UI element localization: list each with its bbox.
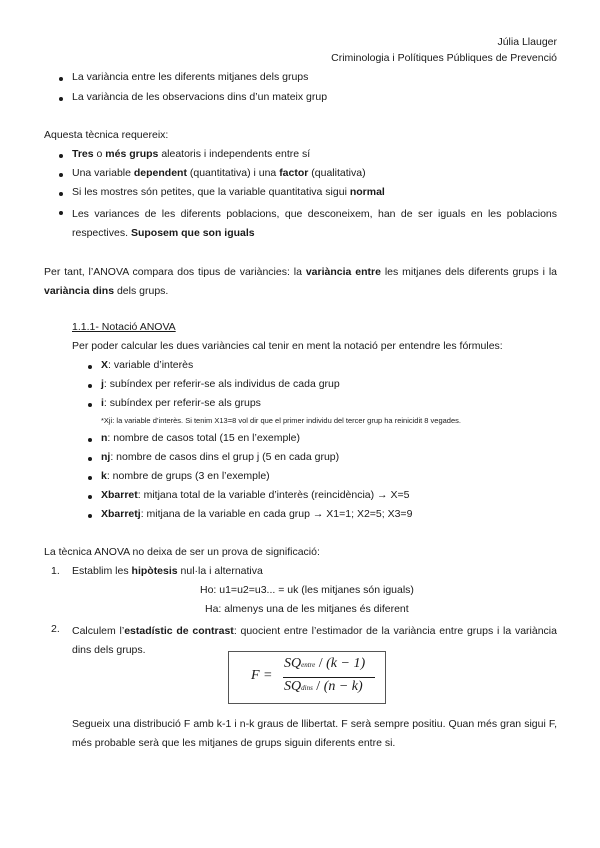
bullet-icon (88, 476, 92, 480)
list-item: nj: nombre de casos dins el grup j (5 en cada grup) (101, 451, 340, 463)
bullet-icon (88, 365, 92, 369)
significance-intro: La tècnica ANOVA no deixa de ser un prova de significació: (44, 546, 320, 558)
footnote: *Xji: la variable d’interès. Si tenim X13=8 vol dir que el primer individu del tercer grup ha reinicidit 8 vegades. (101, 416, 461, 425)
list-item: Xbarret: mitjana total de la variable d’interès (reincidència) → X=5 (101, 489, 410, 501)
list-item: Si les mostres són petites, que la variable quantitativa sigui normal (72, 186, 385, 198)
step-number: 1. (51, 565, 60, 577)
list-item: Xbarretj: mitjana de la variable en cada grup → X1=1; X2=5; X3=9 (101, 508, 413, 520)
bullet-icon (88, 495, 92, 499)
list-item: Tres o més grups aleatoris i independents entre sí (72, 148, 311, 160)
list-item: j: subíndex per referir-se als individus de cada grup (101, 378, 340, 390)
list-item: i: subíndex per referir-se als grups (101, 397, 261, 409)
formula-lhs: F = (251, 668, 273, 683)
requirements-intro: Aquesta tècnica requereix: (44, 129, 169, 141)
section-heading: 1.1.1- Notació ANOVA (72, 321, 176, 333)
bullet-icon (59, 97, 63, 101)
fraction-line (283, 677, 375, 678)
list-item: Una variable dependent (quantitativa) i una factor (qualitativa) (72, 167, 366, 179)
step-1: Establim les hipòtesis nul·la i alternativa (72, 565, 263, 577)
list-item: Les variances de les diferents poblacions, que desconeixem, han de ser iguals en les poblacions respectives. Suposem que son iguals (72, 208, 557, 239)
header-author: Júlia Llauger (497, 36, 557, 48)
formula-numerator: SQentre / (k − 1) (284, 656, 366, 671)
bullet-icon (59, 173, 63, 177)
list-item: k: nombre de grups (3 en l’exemple) (101, 470, 270, 482)
header-course: Criminologia i Polítiques Públiques de Prevenció (331, 52, 557, 64)
anova-compare-paragraph: Per tant, l’ANOVA compara dos tipus de variàncies: la variància entre les mitjanes dels diferents grups i la variància dins dels grups. (44, 266, 557, 297)
formula-denominator: SQdins / (n − k) (284, 679, 363, 694)
bullet-icon (88, 384, 92, 388)
list-item: La variància entre les diferents mitjanes dels grups (72, 71, 309, 83)
list-item: X: variable d’interès (101, 359, 194, 371)
bullet-icon (88, 457, 92, 461)
notation-intro: Per poder calcular les dues variàncies cal tenir en ment la notació per entendre les fórmules: (72, 340, 503, 352)
hypothesis-null: Ho: u1=u2=u3... = uk (les mitjanes són iguals) (200, 584, 414, 596)
bullet-icon (59, 154, 63, 158)
bullet-icon (59, 192, 63, 196)
list-item: La variància de les observacions dins d’un mateix grup (72, 91, 328, 103)
hypothesis-alt: Ha: almenys una de les mitjanes és diferent (205, 603, 409, 615)
bullet-icon (59, 77, 63, 81)
step-2: Calculem l’estadístic de contrast: quocient entre l’estimador de la variància entre grups i la variància dins dels grups. (72, 625, 557, 656)
bullet-icon (88, 438, 92, 442)
step-number: 2. (51, 623, 60, 635)
bullet-icon (88, 514, 92, 518)
formula-box (228, 651, 386, 704)
bullet-icon (88, 403, 92, 407)
distribution-paragraph: Segueix una distribució F amb k-1 i n-k graus de llibertat. F serà sempre positiu. Quan més gran sigui F, més probable serà que les mitjanes de grups siguin diferents entre si. (72, 718, 557, 749)
bullet-icon (59, 211, 63, 215)
list-item: n: nombre de casos total (15 en l’exemple) (101, 432, 301, 444)
